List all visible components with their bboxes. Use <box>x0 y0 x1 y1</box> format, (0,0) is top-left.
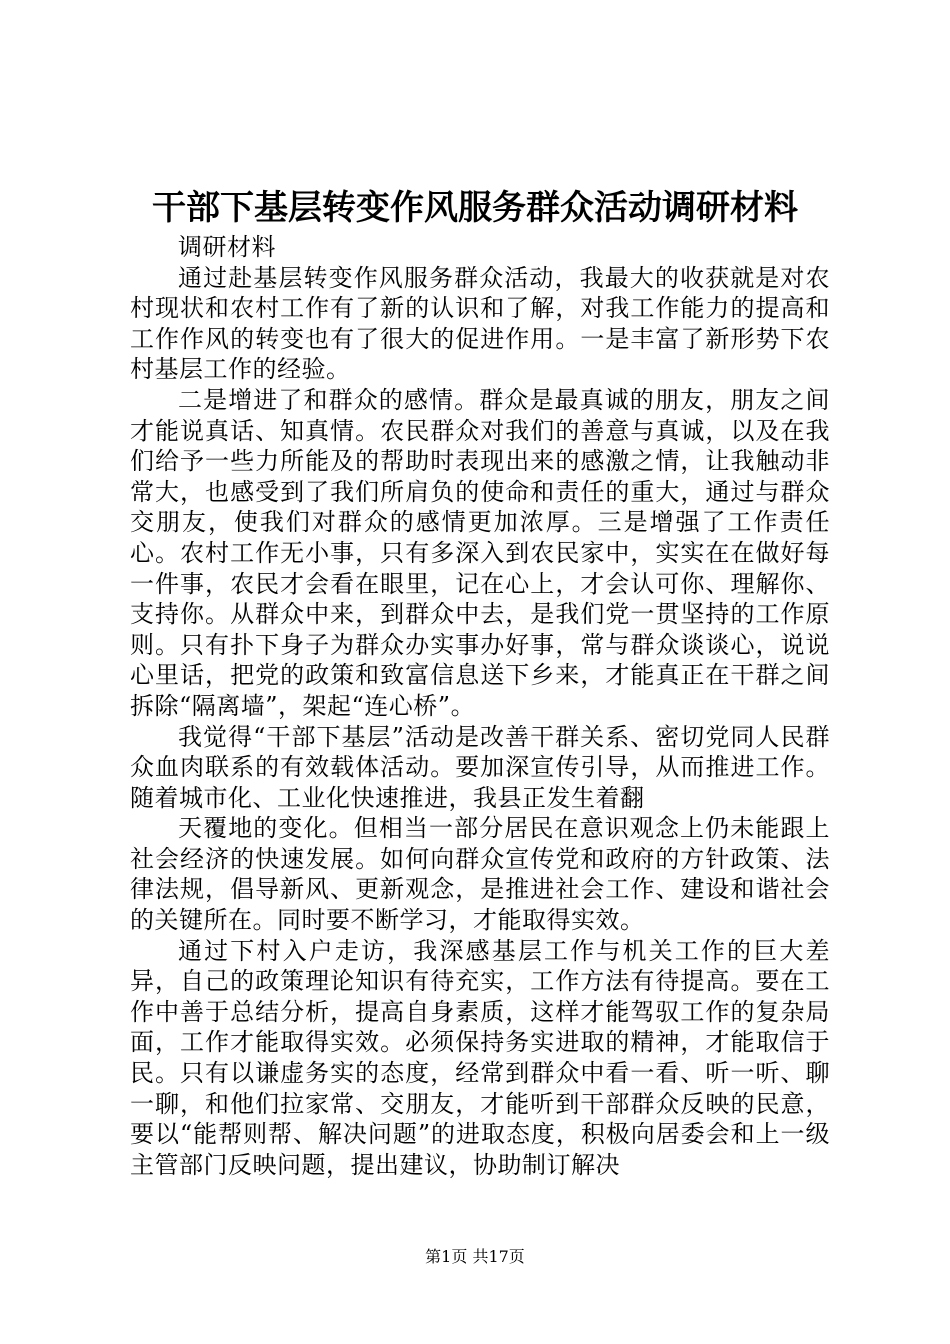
paragraph: 天覆地的变化。但相当一部分居民在意识观念上仍未能跟上社会经济的快速发展。如何向群众宣传党和政府的方针政策、法律法规，倡导新风、更新观念，是推进社会工作、建设和谐社会的关键所在。同时要不断学习，才能取得实效。 <box>130 814 830 935</box>
document-title: 干部下基层转变作风服务群众活动调研材料 <box>152 188 798 228</box>
document-body <box>130 232 830 1180</box>
page-number-footer: 第1页 共17页 <box>425 1247 525 1266</box>
paragraph-subtitle: 调研材料 <box>178 233 276 261</box>
paragraph: 我觉得“干部下基层”活动是改善干群关系、密切党同人民群众血肉联系的有效载体活动。要加深宣传引导，从而推进工作。随着城市化、工业化快速推进，我县正发生着翻 <box>130 722 830 812</box>
paragraph: 通过赴基层转变作风服务群众活动，我最大的收获就是对农村现状和农村工作有了新的认识和了解，对我工作能力的提高和工作作风的转变也有了很大的促进作用。一是丰富了新形势下农村基层工作的经验。 <box>130 263 830 384</box>
paragraph: 通过下村入户走访，我深感基层工作与机关工作的巨大差异，自己的政策理论知识有待充实，工作方法有待提高。要在工作中善于总结分析，提高自身素质，这样才能驾驭工作的复杂局面，工作才能取得实效。必须保持务实进取的精神，才能取信于民。只有以谦虚务实的态度，经常到群众中看一看、听一听、聊一聊，和他们拉家常、交朋友，才能听到干部群众反映的民意，要以“能帮则帮、解决问题”的进取态度，积极向居委会和上一级主管部门反映问题，提出建议，协助制订解决 <box>130 936 830 1179</box>
paragraph: 二是增进了和群众的感情。群众是最真诚的朋友，朋友之间才能说真话、知真情。农民群众对我们的善意与真诚，以及在我们给予一些力所能及的帮助时表现出来的感激之情，让我触动非常大，也感受到了我们所肩负的使命和责任的重大，通过与群众交朋友，使我们对群众的感情更加浓厚。三是增强了工作责任心。农村工作无小事，只有多深入到农民家中，实实在在做好每一件事，农民才会看在眼里，记在心上，才会认可你、理解你、支持你。从群众中来，到群众中去，是我们党一贯坚持的工作原则。只有扑下身子为群众办实事办好事，常与群众谈谈心，说说心里话，把党的政策和致富信息送下乡来，才能真正在干群之间拆除“隔离墙”，架起“连心桥”。 <box>130 385 830 720</box>
